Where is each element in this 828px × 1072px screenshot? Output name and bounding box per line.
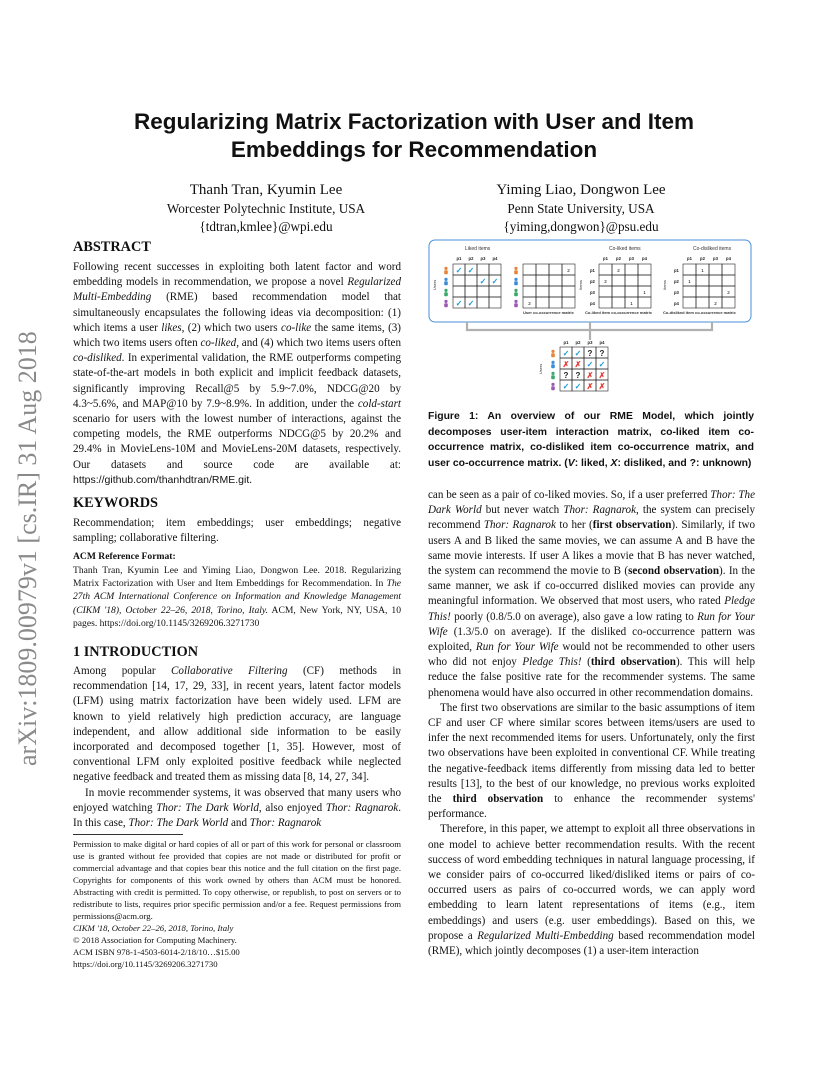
title-line-2: Embeddings for Recommendation bbox=[230, 137, 598, 162]
user-icon-body bbox=[444, 270, 448, 274]
item-header: p3 bbox=[713, 256, 718, 261]
item-header: p4 bbox=[599, 340, 605, 345]
coliked-cell bbox=[612, 297, 625, 308]
item-header: p2 bbox=[575, 340, 581, 345]
user-icon bbox=[551, 350, 554, 353]
cross-mark: ✗ bbox=[562, 360, 570, 369]
interaction-cell bbox=[477, 286, 489, 297]
item-header: p1 bbox=[456, 256, 462, 261]
user-icon bbox=[444, 278, 447, 281]
interaction-cell bbox=[477, 297, 489, 308]
row-header: p1 bbox=[674, 268, 679, 273]
user-icon bbox=[444, 267, 447, 270]
codisliked-cell bbox=[709, 275, 722, 286]
isbn-line: ACM ISBN 978-1-4503-6014-2/18/10…$15.00 bbox=[73, 947, 240, 957]
arxiv-side-stamp bbox=[6, 296, 46, 766]
cooc-value: 2 bbox=[528, 301, 531, 306]
codisliked-cell bbox=[683, 297, 696, 308]
check-mark: ✓ bbox=[455, 266, 463, 275]
abstract-body: Following recent successes in exploiting both latent factor and word embedding models in recommendation, we propose a novel Regularized Multi-Embedding (RME) based recommendation model that simultaneously encapsulates the following ideas via decomposition: (1) which items a user likes, (2) which two users co-like the same items, (3) which two items users often co-liked, and (4) which two items users often co-disliked. In experimental validation, the RME outperforms competing state-of-the-art models in both explicit and implicit feedback datasets, significantly improving Recall@5 by 5.9~7.0%, NDCG@20 by 4.3~5.6%, and MAP@10 by 7.9~8.9%. In addition, under the cold-start scenario for users with the lowest number of interactions, against the competing models, the RME outperforms NDCG@5 by 20.2% and 29.4% in MovieLens-10M and MovieLens-20M datasets, respectively. Our datasets and source code are available at: https://github.com/thanhdtran/RME.git. bbox=[73, 261, 401, 486]
figure-1-caption: Figure 1: An overview of our RME Model, which jointly decomposes user-item interaction matrix, co-liked item co-occurrence matrix, co-disliked item co-occurrence matrix, and user co-occurrence matrix. (V: liked, X: disliked, and ?: unknown) bbox=[428, 411, 754, 469]
user-icon-body bbox=[514, 270, 518, 274]
user-cooc-cell bbox=[549, 297, 562, 308]
coliked-cell bbox=[638, 297, 651, 308]
user-cooc-cell bbox=[536, 275, 549, 286]
cooc-value: 2 bbox=[604, 279, 607, 284]
user-cooc-cell bbox=[562, 286, 575, 297]
cooc-value: 1 bbox=[701, 268, 704, 273]
check-mark: ✓ bbox=[598, 360, 606, 369]
acm-ref-heading: ACM Reference Format: bbox=[73, 551, 176, 562]
item-header: p2 bbox=[700, 256, 705, 261]
codisliked-cell bbox=[709, 264, 722, 275]
row-header: p4 bbox=[590, 301, 595, 306]
intro-body: Among popular Collaborative Filtering (CF) methods in recommendation [14, 17, 29, 33], in recent years, latent factor models (LFM) using matrix factorization have been widely used. LFM are known to yield relatively high prediction accuracy, are language independent, and allow additional side information to be easily incorporated and decomposed together [1, 35]. However, most of conventional LFM only exploited positive feedback while neglected negative feedback and treated them as missing data [8, 14, 27, 34]. In movie recommender systems, it was observed that many users who enjoyed watching Thor: The Dark World, also enjoyed Thor: Ragnarok. In this case, Thor: The Dark World and Thor: Ragnarok bbox=[73, 665, 401, 830]
check-mark: ✓ bbox=[574, 349, 582, 358]
cooc-value: 1 bbox=[688, 279, 691, 284]
user-cooc-cell bbox=[562, 275, 575, 286]
coliked-matrix-label: Co-liked item co-occurrence matrix bbox=[585, 310, 652, 315]
arxiv-id: arXiv:1809.00979v1 [cs.IR] 31 Aug 2018 bbox=[13, 331, 42, 766]
codisliked-cell bbox=[683, 264, 696, 275]
intro-heading: 1 INTRODUCTION bbox=[73, 644, 199, 660]
row-header: p2 bbox=[674, 279, 679, 284]
cross-mark: ✗ bbox=[586, 371, 594, 380]
item-header: p3 bbox=[629, 256, 634, 261]
coliked-cell bbox=[625, 275, 638, 286]
paper-title bbox=[100, 108, 728, 164]
user-icon bbox=[444, 289, 447, 292]
user-icon-body bbox=[551, 375, 555, 379]
coliked-cell bbox=[599, 286, 612, 297]
row-header: p3 bbox=[590, 290, 595, 295]
user-icon-body bbox=[551, 386, 555, 390]
axis-label: Items bbox=[662, 280, 667, 290]
item-header: p1 bbox=[563, 340, 569, 345]
interaction-cell bbox=[453, 286, 465, 297]
title-line-1: Regularizing Matrix Factorization with User and Item bbox=[133, 109, 695, 134]
author-names: Thanh Tran, Kyumin Lee bbox=[189, 182, 343, 198]
cooc-value: 2 bbox=[727, 290, 730, 295]
item-header: p2 bbox=[616, 256, 621, 261]
coliked-cell bbox=[599, 264, 612, 275]
row-header: p4 bbox=[674, 301, 679, 306]
coliked-cell bbox=[612, 275, 625, 286]
liked-items-label: Liked items bbox=[465, 246, 491, 252]
item-header: p3 bbox=[480, 256, 486, 261]
source-code-link[interactable]: https://github.com/thanhdtran/RME.git bbox=[73, 473, 250, 486]
check-mark: ✓ bbox=[574, 382, 582, 391]
user-cooc-cell bbox=[536, 286, 549, 297]
item-header: p1 bbox=[603, 256, 608, 261]
item-header: p3 bbox=[587, 340, 593, 345]
user-icon-body bbox=[551, 353, 555, 357]
user-icon bbox=[514, 267, 517, 270]
user-cooc-label: User co-occurrence matrix bbox=[523, 310, 574, 315]
item-header: p1 bbox=[687, 256, 692, 261]
item-header: p4 bbox=[492, 256, 498, 261]
axis-label: Items bbox=[578, 280, 583, 290]
check-mark: ✓ bbox=[455, 299, 463, 308]
permission-notice: Permission to make digital or hard copies of all or part of this work for personal or classroom use is granted without fee provided that copies are not made or distributed for profit or commercial advantage and that copies bear this notice and the full citation on the first page. Copyrights for components of this work owned by others than ACM must be honored. Abstracting with credit is permitted. To copy otherwise, or republish, to post on servers or to redistribute to lists, requires prior specific permission and/or a fee. Request permissions from permissions@acm.org. bbox=[73, 839, 401, 921]
unknown-mark: ? bbox=[587, 349, 593, 358]
doi-line: https://doi.org/10.1145/3269206.3271730 bbox=[73, 959, 218, 969]
user-icon-body bbox=[514, 292, 518, 296]
cross-mark: ✗ bbox=[586, 382, 594, 391]
user-cooc-cell bbox=[549, 275, 562, 286]
codisliked-cell bbox=[696, 275, 709, 286]
interaction-cell bbox=[465, 286, 477, 297]
coliked-items-label: Co-liked items bbox=[609, 246, 641, 252]
item-header: p4 bbox=[726, 256, 731, 261]
check-mark: ✓ bbox=[467, 266, 475, 275]
connector-lines bbox=[467, 322, 712, 340]
user-icon bbox=[514, 289, 517, 292]
check-mark: ✓ bbox=[562, 349, 570, 358]
check-mark: ✓ bbox=[467, 299, 475, 308]
codisliked-items-label: Co-disliked items bbox=[693, 246, 732, 252]
user-cooc-cell bbox=[549, 264, 562, 275]
cross-mark: ✗ bbox=[598, 371, 606, 380]
interaction-cell bbox=[489, 297, 501, 308]
coliked-cell bbox=[612, 286, 625, 297]
right-column-body: can be seen as a pair of co-liked movies. So, if a user preferred Thor: The Dark World but never watch Thor: Ragnarok, the system can precisely recommend Thor: Ragnarok to her (first observation). Similarly, if two users A and B liked the same movies, we can assume A and B have the same movie interests. If user A likes a movie that B has never watched, the system can recommend the movie to B (second observation). In the same manner, we ask if co-occurred disliked movies can provide any meaningful information. We observed that most users, who rated Pledge This! poorly (0.8/5.0 on average), also gave a low rating to Run for Your Wife (1.3/5.0 on average). If the disliked co-occurrence pattern was exploited, Run for Your Wife would not be recommended to other users who did not enjoy Pledge This! (third observation). This will help reduce the false positive rate for the recommender systems. The same phenomena would have also occurred in other recommendation domains. The first two observations are similar to the basic assumptions of item CF and user CF where similar scores between items/users are used to infer the next recommended items for users. Unfortunately, only the first two observations have been exploited in conventional CF. While treating the negative-feedback items differently from missing data led to better results [13], to the best of our knowledge, no previous works exploited the third observation to enhance the recommender systems' performance. Therefore, in this paper, we attempt to exploit all three observations in one model to achieve better recommendation results. With the recent success of word embedding techniques in natural language processing, if we consider pairs of co-occurred liked/disliked items or pairs of co-occurred users as pairs of co-occurred words, we can apply word embedding to learn latent representations of items (e.g., item embeddings) and users (e.g. user embeddings). Based on this, we propose a Regularized Multi-Embedding based recommendation model (RME), which jointly decomposes (1) a user-item interaction bbox=[428, 489, 756, 958]
cooc-value: 2 bbox=[617, 268, 620, 273]
row-header: p3 bbox=[674, 290, 679, 295]
user-cooc-cell bbox=[523, 286, 536, 297]
codisliked-cell bbox=[722, 297, 735, 308]
author-email: {yiming,dongwon}@psu.edu bbox=[503, 218, 659, 234]
user-icon bbox=[551, 361, 554, 364]
coliked-cell bbox=[599, 297, 612, 308]
cooc-value: 1 bbox=[630, 301, 633, 306]
codisliked-cell bbox=[696, 297, 709, 308]
author-block-1 bbox=[130, 180, 402, 235]
author-names: Yiming Liao, Dongwon Lee bbox=[496, 182, 666, 198]
check-mark: ✓ bbox=[562, 382, 570, 391]
keywords-heading: KEYWORDS bbox=[73, 495, 158, 511]
acm-ref-body: Thanh Tran, Kyumin Lee and Yiming Liao, Dongwon Lee. 2018. Regularizing Matrix Factorization with User and Item Embeddings for Recommendation. In The 27th ACM International Conference on Information and Knowledge Management (CIKM '18), October 22–26, 2018, Torino, Italy. ACM, New York, NY, USA, 10 pages. https://doi.org/10.1145/3269206.3271730 bbox=[73, 565, 402, 629]
footnote-rule bbox=[73, 834, 183, 835]
user-icon-body bbox=[444, 292, 448, 296]
codisliked-cell bbox=[683, 286, 696, 297]
codisliked-matrix-label: Co-disliked item co-occurrence matrix bbox=[663, 310, 736, 315]
cross-mark: ✗ bbox=[598, 382, 606, 391]
user-cooc-cell bbox=[523, 264, 536, 275]
cooc-value: 2 bbox=[714, 301, 717, 306]
user-icon bbox=[551, 383, 554, 386]
user-icon-body bbox=[514, 303, 518, 307]
author-affiliation: Worcester Polytechnic Institute, USA bbox=[166, 201, 366, 216]
axis-label: Users bbox=[538, 363, 543, 375]
author-affiliation: Penn State University, USA bbox=[507, 201, 655, 216]
cooc-value: 1 bbox=[643, 290, 646, 295]
codisliked-cell bbox=[709, 286, 722, 297]
user-icon bbox=[514, 300, 517, 303]
user-icon-body bbox=[444, 303, 448, 307]
item-header: p4 bbox=[642, 256, 647, 261]
row-header: p1 bbox=[590, 268, 595, 273]
coliked-cell bbox=[625, 264, 638, 275]
item-header: p2 bbox=[468, 256, 474, 261]
codisliked-cell bbox=[696, 286, 709, 297]
user-cooc-cell bbox=[562, 297, 575, 308]
check-mark: ✓ bbox=[491, 277, 499, 286]
codisliked-cell bbox=[722, 275, 735, 286]
user-icon bbox=[551, 372, 554, 375]
interaction-cell bbox=[489, 286, 501, 297]
conference-line: CIKM '18, October 22–26, 2018, Torino, Italy bbox=[73, 923, 234, 933]
author-email: {tdtran,kmlee}@wpi.edu bbox=[199, 218, 333, 234]
unknown-mark: ? bbox=[599, 349, 605, 358]
footnote bbox=[73, 838, 401, 970]
user-cooc-cell bbox=[549, 286, 562, 297]
coliked-cell bbox=[638, 275, 651, 286]
unknown-mark: ? bbox=[575, 371, 581, 380]
user-icon-body bbox=[514, 281, 518, 285]
coliked-cell bbox=[625, 286, 638, 297]
unknown-mark: ? bbox=[563, 371, 569, 380]
user-cooc-cell bbox=[536, 264, 549, 275]
interaction-cell bbox=[465, 275, 477, 286]
user-cooc-cell bbox=[523, 275, 536, 286]
axis-label: Users bbox=[432, 279, 437, 291]
interaction-cell bbox=[453, 275, 465, 286]
interaction-cell bbox=[489, 264, 501, 275]
row-header: p2 bbox=[590, 279, 595, 284]
figure-1 bbox=[427, 238, 753, 398]
interaction-cell bbox=[477, 264, 489, 275]
keywords-body: Recommendation; item embeddings; user embeddings; negative sampling; collaborative filtering. bbox=[73, 517, 401, 545]
user-icon bbox=[444, 300, 447, 303]
check-mark: ✓ bbox=[479, 277, 487, 286]
author-block-2 bbox=[440, 180, 722, 235]
codisliked-cell bbox=[722, 264, 735, 275]
user-icon-body bbox=[551, 364, 555, 368]
coliked-cell bbox=[638, 264, 651, 275]
user-cooc-cell bbox=[536, 297, 549, 308]
abstract-heading: ABSTRACT bbox=[73, 239, 151, 255]
cross-mark: ✗ bbox=[574, 360, 582, 369]
cooc-value: 2 bbox=[567, 268, 570, 273]
check-mark: ✓ bbox=[586, 360, 594, 369]
copyright-line: © 2018 Association for Computing Machinery. bbox=[73, 935, 237, 945]
user-icon bbox=[514, 278, 517, 281]
user-icon-body bbox=[444, 281, 448, 285]
